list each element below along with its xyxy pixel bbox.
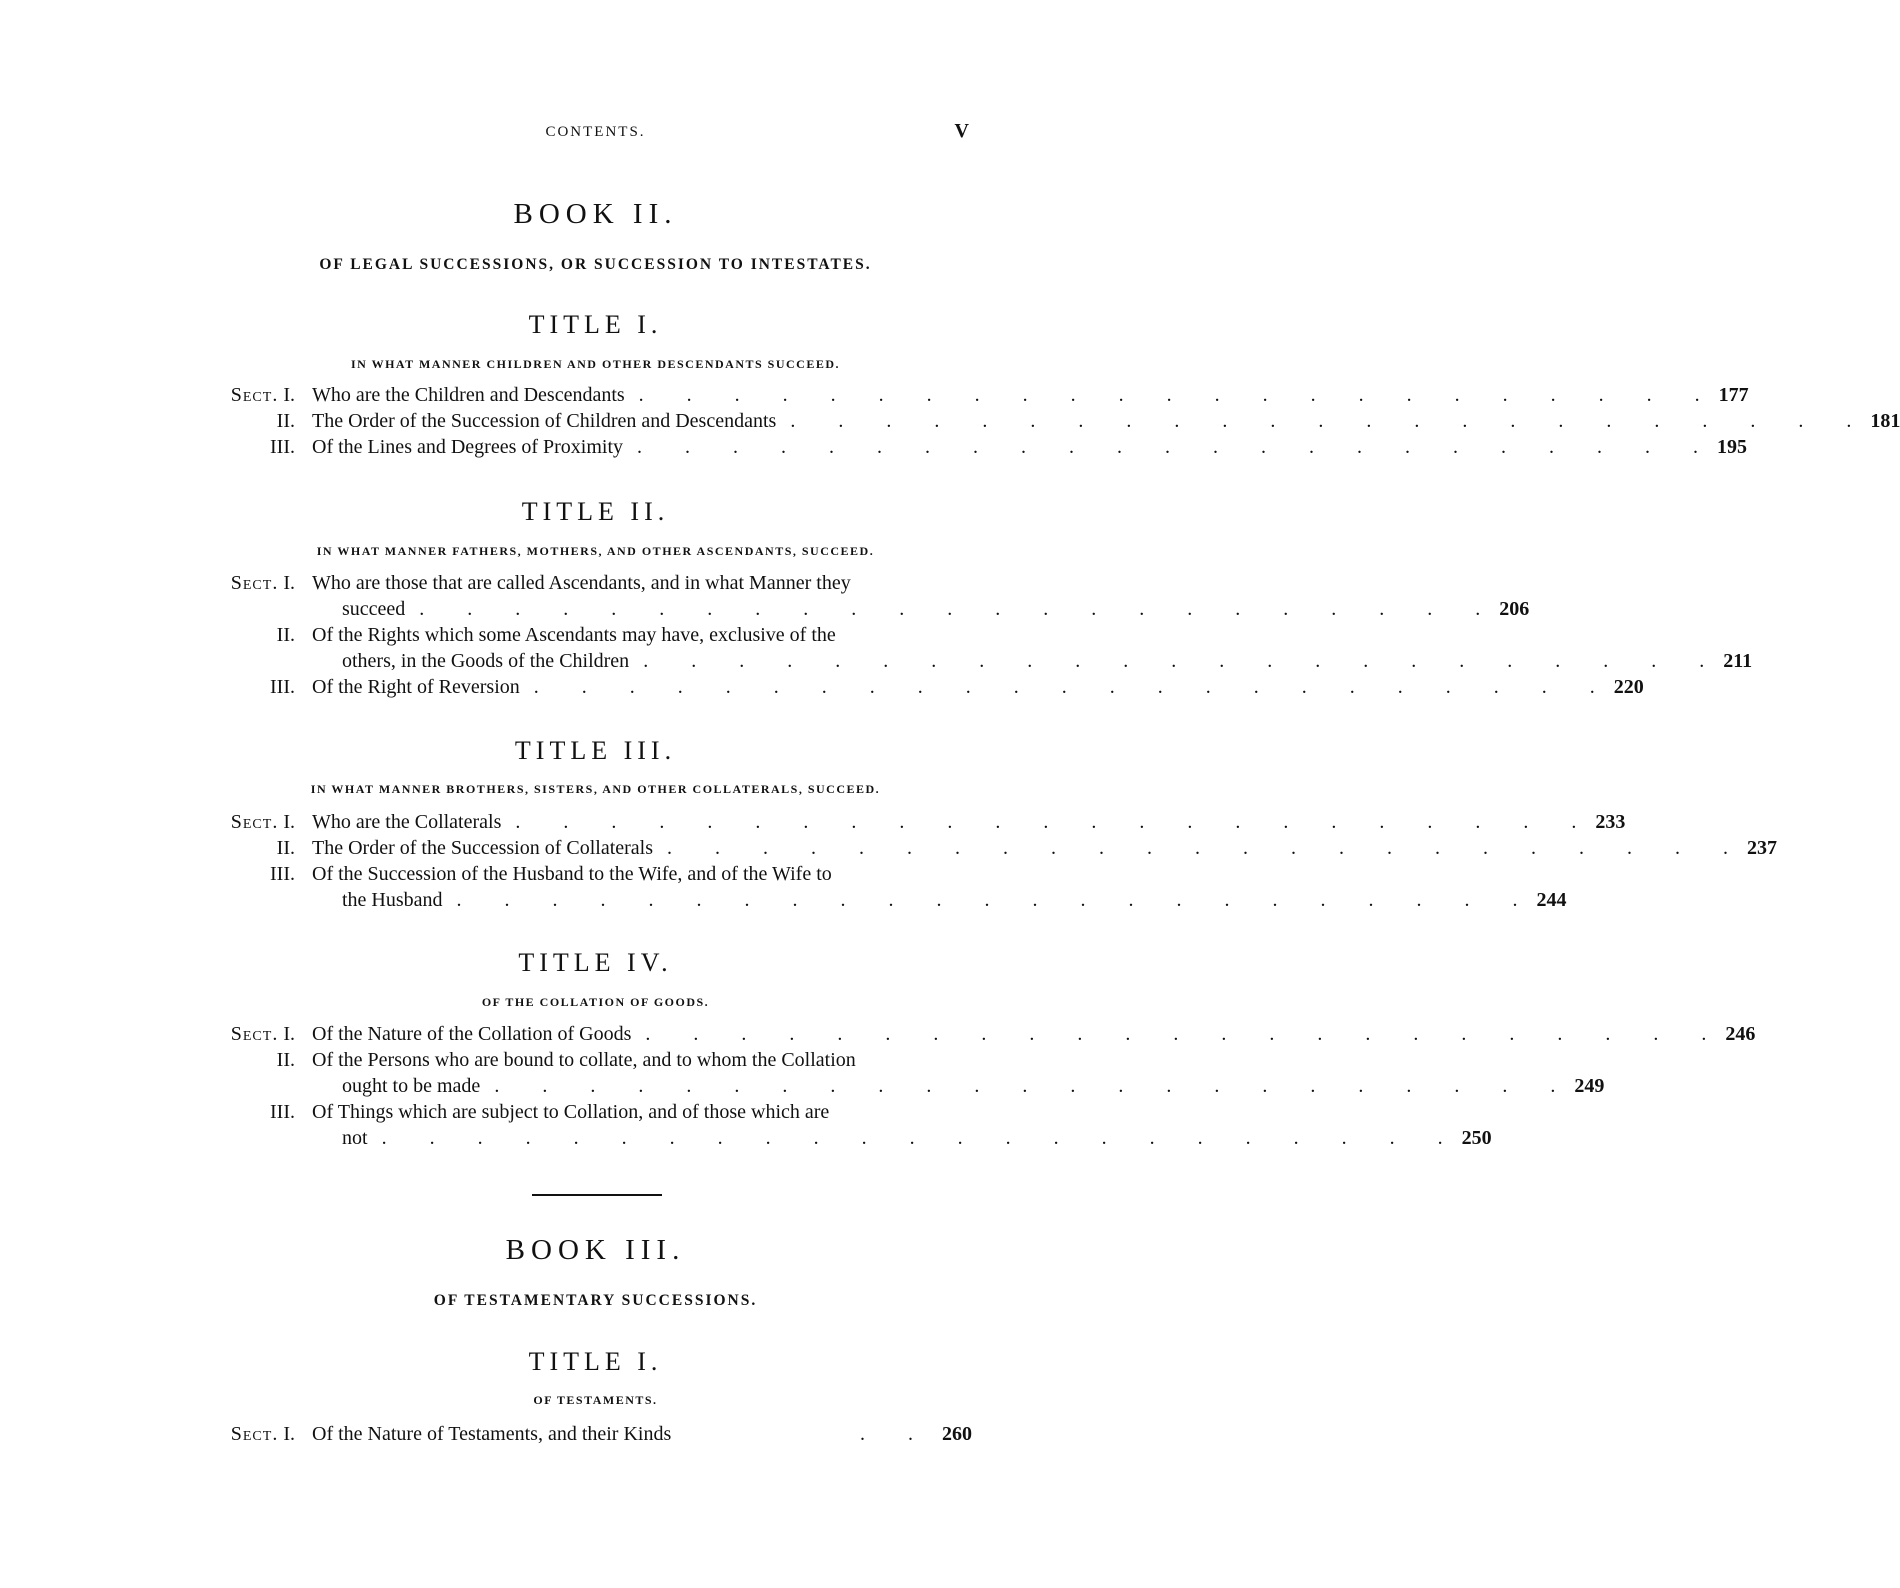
section-number: II.: [276, 410, 295, 432]
sect-label: Sect.: [230, 384, 279, 406]
toc-line: [312, 837, 1778, 860]
toc-line: [312, 1049, 930, 1072]
section-title-line2: others, in the Goods of the Children: [342, 650, 630, 672]
dot-leader: . . . . . . . . . . . . . . . . . . . . . . .: [515, 811, 1596, 833]
running-head-title: CONTENTS.: [545, 124, 646, 140]
dot-leader: . . . . . . . . . . . . . . . . . . . . . . .: [419, 598, 1500, 620]
page-number: 220: [1613, 676, 1644, 698]
section-number: II.: [276, 624, 295, 646]
section-title-line1: Of the Rights which some Ascendants may have, exclusive of the: [312, 624, 836, 646]
section-title-line1: Of the Succession of the Husband to the Wife, and of the Wife to: [312, 863, 832, 885]
section-title: Of the Lines and Degrees of Proximity: [312, 436, 624, 458]
section-title: Of the Nature of the Collation of Goods: [312, 1023, 632, 1045]
toc-line: [312, 863, 930, 886]
dot-leader: . . . . . . . . . . . . . . . . . . . . . . .: [456, 889, 1537, 911]
dot-leader: . . . . . . . . . . . . . . . . . . . . . . .: [667, 837, 1748, 859]
toc-line: [312, 811, 1626, 834]
section-number: II.: [276, 1049, 295, 1071]
toc-line: [312, 624, 930, 647]
running-head: [0, 120, 1191, 150]
section-title-line2: ought to be made: [342, 1075, 481, 1097]
section-number: III.: [270, 863, 295, 885]
section-title-line1: Who are those that are called Ascendants, and in what Manner they: [312, 572, 851, 594]
dot-leader: . . . . . . . . . . . . . . . . . . . . . . .: [637, 436, 1718, 458]
title-subtitle: IN WHAT MANNER CHILDREN AND OTHER DESCENDANTS SUCCEED.: [350, 357, 841, 371]
toc-line: [312, 1101, 930, 1124]
title-heading: TITLE III.: [514, 736, 677, 765]
toc-line: [312, 436, 1748, 459]
book-heading: BOOK II.: [513, 198, 678, 230]
toc-line: [342, 650, 1753, 673]
title-heading: TITLE II.: [521, 497, 670, 526]
toc-line: [312, 1023, 1756, 1046]
title-heading: TITLE IV.: [518, 948, 673, 977]
toc-line: [312, 410, 1900, 433]
section-number: Sect. I.: [230, 1423, 295, 1445]
section-number: Sect. I.: [230, 1023, 295, 1045]
book-subtitle: OF TESTAMENTARY SUCCESSIONS.: [433, 1292, 758, 1309]
page-number: 233: [1595, 811, 1626, 833]
page-number: 249: [1574, 1075, 1605, 1097]
page-number: 206: [1499, 598, 1530, 620]
toc-line: [342, 1127, 1492, 1150]
toc-line: [312, 572, 930, 595]
toc-line: [342, 598, 1530, 621]
section-title-line1: Of the Persons who are bound to collate, and to whom the Collation: [312, 1049, 856, 1071]
section-number: Sect. I.: [230, 572, 295, 594]
section-title-line2: succeed: [342, 598, 406, 620]
book-heading: BOOK III.: [505, 1234, 686, 1266]
dot-leader: . .: [860, 1423, 932, 1445]
dot-leader: . . . . . . . . . . . . . . . . . . . . . . .: [533, 676, 1614, 698]
title-subtitle: OF THE COLLATION OF GOODS.: [481, 995, 710, 1009]
title-heading: TITLE I.: [528, 1347, 663, 1376]
section-number: III.: [270, 1101, 295, 1123]
title-subtitle: IN WHAT MANNER BROTHERS, SISTERS, AND OTHER COLLATERALS, SUCCEED.: [310, 782, 881, 796]
section-title: Who are the Collaterals: [312, 811, 502, 833]
dot-leader: . . . . . . . . . . . . . . . . . . . . . . .: [638, 384, 1719, 406]
toc-line: [312, 676, 1644, 699]
section-number: II.: [276, 837, 295, 859]
section-number: III.: [270, 676, 295, 698]
title-subtitle: OF TESTAMENTS.: [533, 1393, 658, 1407]
section-title-line2: the Husband: [342, 889, 443, 911]
section-title-line1: Of Things which are subject to Collation, and of those which are: [312, 1101, 830, 1123]
dot-leader: . . . . . . . . . . . . . . . . . . . . . . .: [643, 650, 1724, 672]
page-number: 244: [1536, 889, 1567, 911]
page-folio: V: [954, 120, 969, 142]
dot-leader: . . . . . . . . . . . . . . . . . . . . . . .: [790, 410, 1871, 432]
dot-leader: . . . . . . . . . . . . . . . . . . . . . . .: [381, 1127, 1462, 1149]
section-number: III.: [270, 436, 295, 458]
toc-line: [342, 1075, 1605, 1098]
dot-leader: . . . . . . . . . . . . . . . . . . . . . . .: [494, 1075, 1575, 1097]
page-number: 260: [942, 1423, 972, 1445]
section-divider: [532, 1194, 662, 1196]
section-number: Sect. I.: [230, 384, 295, 406]
dot-leader: . . . . . . . . . . . . . . . . . . . . . . .: [645, 1023, 1726, 1045]
page-number: 181: [1870, 410, 1900, 432]
book-subtitle: OF LEGAL SUCCESSIONS, OR SUCCESSION TO INTESTATES.: [319, 256, 872, 273]
section-title: The Order of the Succession of Children and Descendants: [312, 410, 777, 432]
page-number: 237: [1747, 837, 1778, 859]
toc-line: [312, 1423, 972, 1446]
page-number: 177: [1718, 384, 1749, 406]
section-title-line2: not: [342, 1127, 368, 1149]
page-number: 246: [1725, 1023, 1756, 1045]
section-title: Who are the Children and Descendants: [312, 384, 625, 406]
section-title: Of the Right of Reversion: [312, 676, 520, 698]
section-title: The Order of the Succession of Collaterals: [312, 837, 654, 859]
page-number: 195: [1717, 436, 1748, 458]
page-number: 250: [1461, 1127, 1492, 1149]
title-subtitle: IN WHAT MANNER FATHERS, MOTHERS, AND OTHER ASCENDANTS, SUCCEED.: [316, 544, 875, 558]
title-heading: TITLE I.: [528, 310, 663, 339]
section-title: Of the Nature of Testaments, and their Kinds: [312, 1423, 672, 1445]
page-number: 211: [1723, 650, 1753, 672]
toc-line: [342, 889, 1567, 912]
toc-line: [312, 384, 1749, 407]
section-number: Sect. I.: [230, 811, 295, 833]
